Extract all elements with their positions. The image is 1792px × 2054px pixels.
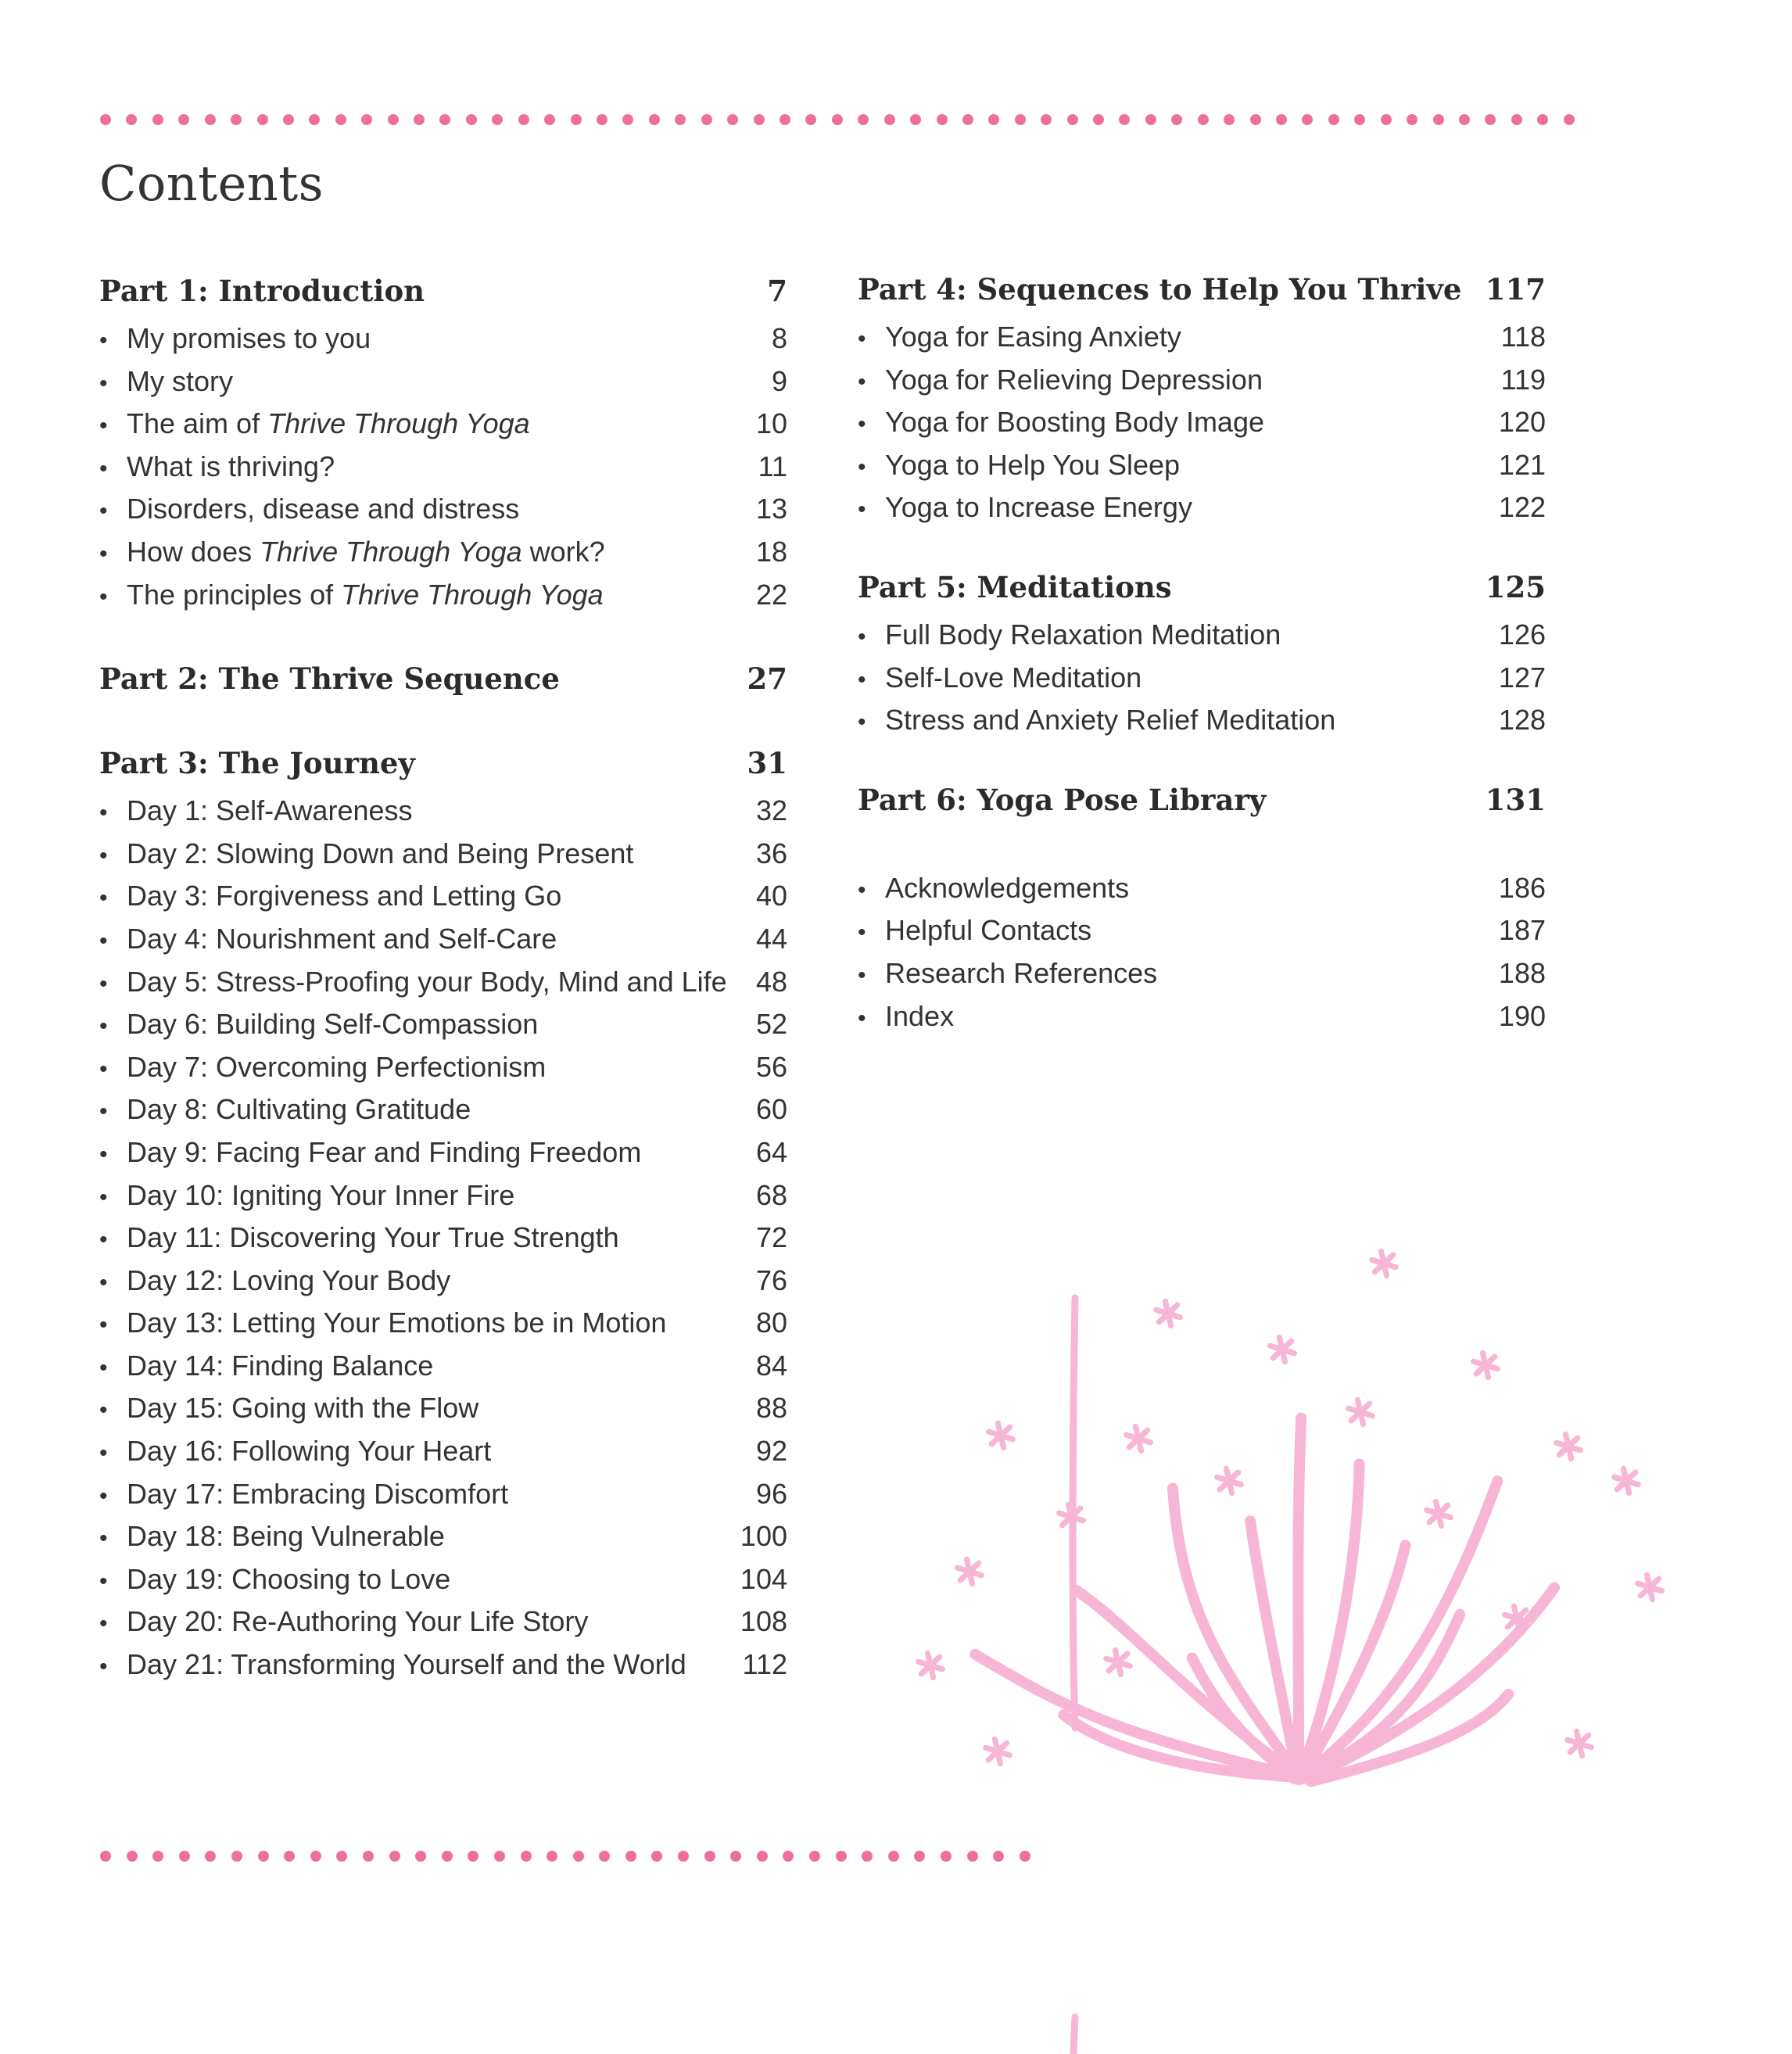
entry-label: Day 18: Being Vulnerable	[127, 1520, 445, 1553]
entry-label: Research References	[885, 956, 1158, 989]
part-page-number: 117	[1485, 272, 1546, 306]
bullet-icon: •	[99, 1568, 108, 1594]
entry-page-number: 48	[755, 965, 787, 998]
entry-label: Day 20: Re-Authoring Your Life Story	[127, 1605, 589, 1638]
toc-entry[interactable]	[99, 450, 787, 493]
entry-label: The principles of Thrive Through Yoga	[127, 578, 604, 611]
entry-label: Day 9: Facing Fear and Finding Freedom	[127, 1135, 642, 1168]
bullet-icon: •	[99, 540, 108, 567]
entry-label: Stress and Anxiety Relief Meditation	[885, 704, 1336, 737]
entry-page-number: 18	[755, 535, 787, 568]
toc-part-5[interactable]	[858, 570, 1546, 614]
entry-page-number: 13	[755, 493, 787, 525]
bullet-icon: •	[99, 885, 108, 912]
entry-label: Day 8: Cultivating Gratitude	[127, 1093, 471, 1126]
part-4-entries	[858, 321, 1546, 534]
bullet-icon: •	[858, 623, 866, 650]
bullet-icon: •	[99, 1397, 108, 1424]
entry-label: Day 6: Building Self-Compassion	[127, 1008, 539, 1041]
entry-page-number: 56	[755, 1050, 787, 1083]
entry-page-number: 122	[1498, 491, 1546, 524]
toc-part-4[interactable]	[858, 272, 1546, 316]
entry-label: The aim of Thrive Through Yoga	[127, 407, 530, 440]
entry-page-number: 9	[771, 364, 787, 397]
entry-page-number: 119	[1500, 363, 1546, 396]
toc-entry[interactable]	[99, 1435, 787, 1478]
bullet-icon: •	[99, 1654, 108, 1680]
toc-entry[interactable]	[99, 1008, 787, 1051]
entry-label: Yoga for Relieving Depression	[885, 363, 1263, 396]
toc-entry[interactable]	[99, 1264, 787, 1307]
toc-entry[interactable]	[858, 914, 1546, 957]
toc-right-column	[858, 272, 1546, 1042]
entry-page-number: 121	[1498, 448, 1546, 481]
part-page-number: 27	[747, 661, 787, 697]
entry-label: Day 15: Going with the Flow	[127, 1392, 479, 1425]
entry-page-number: 128	[1498, 704, 1546, 737]
entry-page-number: 112	[742, 1648, 787, 1681]
part-3-entries	[99, 794, 787, 1690]
entry-page-number: 126	[1498, 618, 1546, 651]
toc-entry[interactable]	[99, 1051, 787, 1094]
bullet-icon: •	[99, 1269, 108, 1296]
toc-entry[interactable]	[99, 1520, 787, 1563]
entry-label: Self-Love Meditation	[885, 661, 1142, 694]
bullet-icon: •	[858, 919, 866, 946]
bullet-icon: •	[99, 1013, 108, 1040]
part-1-entries	[99, 322, 787, 621]
toc-entry[interactable]	[99, 322, 787, 365]
part-page-number: 131	[1485, 782, 1546, 817]
entry-label: Disorders, disease and distress	[127, 493, 520, 525]
part-title: Part 3: The Journey	[99, 746, 415, 781]
entry-page-number: 187	[1498, 914, 1546, 947]
bullet-icon: •	[858, 962, 866, 988]
bullet-icon: •	[99, 800, 108, 826]
entry-label: Day 5: Stress-Proofing your Body, Mind and Life	[127, 965, 727, 998]
toc-entry[interactable]	[99, 1350, 787, 1393]
entry-label: Full Body Relaxation Meditation	[885, 618, 1281, 651]
part-page-number: 7	[767, 274, 787, 308]
entry-page-number: 72	[755, 1221, 787, 1254]
bullet-icon: •	[99, 413, 108, 439]
toc-entry[interactable]	[858, 406, 1546, 449]
bullet-icon: •	[99, 842, 108, 869]
entry-page-number: 84	[755, 1349, 787, 1382]
entry-page-number: 104	[740, 1562, 787, 1595]
toc-entry[interactable]	[858, 618, 1546, 661]
entry-label: Index	[885, 999, 955, 1032]
entry-page-number: 190	[1498, 999, 1546, 1032]
bullet-icon: •	[99, 1611, 108, 1637]
entry-label: Day 7: Overcoming Perfectionism	[127, 1050, 547, 1083]
part-title: Part 1: Introduction	[99, 274, 425, 308]
back-matter-entries	[858, 872, 1546, 1042]
entry-page-number: 36	[755, 837, 787, 869]
toc-entry[interactable]	[858, 364, 1546, 407]
bullet-icon: •	[99, 1354, 108, 1381]
toc-entry[interactable]	[858, 661, 1546, 704]
part-page-number: 31	[747, 746, 787, 781]
entry-page-number: 120	[1498, 406, 1546, 439]
bullet-icon: •	[99, 370, 108, 396]
bullet-icon: •	[99, 1056, 108, 1082]
toc-entry[interactable]	[99, 966, 787, 1009]
entry-label: Yoga to Increase Energy	[885, 491, 1192, 524]
entry-page-number: 60	[755, 1093, 787, 1126]
toc-entry[interactable]	[858, 1000, 1546, 1043]
entry-page-number: 118	[1500, 321, 1546, 353]
bullet-icon: •	[99, 1440, 108, 1467]
entry-page-number: 64	[755, 1135, 787, 1168]
entry-label: Day 19: Choosing to Love	[127, 1562, 451, 1595]
toc-entry[interactable]	[99, 1478, 787, 1521]
bullet-icon: •	[99, 1141, 108, 1167]
bullet-icon: •	[99, 970, 108, 997]
entry-label: Yoga for Boosting Body Image	[885, 406, 1264, 439]
bullet-icon: •	[858, 496, 866, 523]
entry-label: Day 17: Embracing Discomfort	[127, 1477, 509, 1510]
toc-entry[interactable]	[99, 365, 787, 408]
bullet-icon: •	[99, 1099, 108, 1125]
toc-entry[interactable]	[99, 1136, 787, 1179]
entry-label: My promises to you	[127, 322, 371, 354]
entry-label: How does Thrive Through Yoga work?	[127, 535, 605, 568]
entry-label: Day 11: Discovering Your True Strength	[127, 1221, 619, 1254]
toc-entry[interactable]	[99, 1563, 787, 1606]
bullet-icon: •	[858, 709, 866, 736]
toc-entry[interactable]	[99, 837, 787, 880]
entry-label: Day 13: Letting Your Emotions be in Motion	[127, 1307, 667, 1339]
bullet-icon: •	[99, 1184, 108, 1210]
toc-left-column	[99, 274, 787, 1691]
entry-label: Day 4: Nourishment and Self-Care	[127, 922, 557, 955]
toc-entry[interactable]	[858, 449, 1546, 492]
toc-entry[interactable]	[858, 321, 1546, 364]
entry-page-number: 186	[1498, 871, 1546, 904]
entry-label: Day 2: Slowing Down and Being Present	[127, 837, 634, 869]
bullet-icon: •	[99, 455, 108, 482]
bullet-icon: •	[99, 1312, 108, 1339]
entry-label: What is thriving?	[127, 450, 335, 482]
toc-entry[interactable]	[99, 880, 787, 923]
toc-entry[interactable]	[99, 1392, 787, 1435]
toc-entry[interactable]	[99, 923, 787, 966]
toc-entry[interactable]	[99, 1307, 787, 1350]
entry-page-number: 40	[755, 880, 787, 912]
entry-label: Helpful Contacts	[885, 914, 1092, 947]
toc-entry[interactable]	[99, 493, 787, 536]
bullet-icon: •	[99, 1227, 108, 1253]
toc-entry[interactable]	[99, 1648, 787, 1691]
entry-label: My story	[127, 364, 234, 397]
entry-page-number: 44	[755, 922, 787, 955]
entry-page-number: 96	[755, 1477, 787, 1510]
toc-entry[interactable]	[99, 1605, 787, 1648]
entry-label: Day 12: Loving Your Body	[127, 1264, 451, 1296]
entry-page-number: 10	[755, 407, 787, 440]
entry-page-number: 52	[755, 1008, 787, 1041]
entry-page-number: 80	[755, 1307, 787, 1339]
entry-label: Day 3: Forgiveness and Letting Go	[127, 880, 562, 912]
toc-part-6[interactable]	[858, 783, 1546, 826]
entry-page-number: 22	[755, 578, 787, 611]
toc-entry[interactable]	[858, 957, 1546, 1000]
bullet-icon: •	[858, 368, 866, 395]
entry-label: Day 21: Transforming Yourself and the World	[127, 1648, 686, 1681]
bullet-icon: •	[858, 666, 866, 693]
bullet-icon: •	[858, 453, 866, 480]
entry-page-number: 88	[755, 1392, 787, 1425]
page-title: Contents	[99, 155, 324, 212]
entry-page-number: 8	[771, 322, 787, 354]
entry-page-number: 92	[755, 1435, 787, 1468]
bullet-icon: •	[99, 927, 108, 954]
part-title: Part 4: Sequences to Help You Thrive	[858, 272, 1462, 306]
entry-label: Acknowledgements	[885, 871, 1130, 904]
toc-entry[interactable]	[99, 1221, 787, 1264]
toc-entry[interactable]	[99, 1179, 787, 1222]
entry-page-number: 11	[758, 450, 787, 482]
entry-label: Day 14: Finding Balance	[127, 1349, 434, 1382]
entry-label: Yoga to Help You Sleep	[885, 448, 1181, 481]
bullet-icon: •	[99, 498, 108, 525]
entry-label: Yoga for Easing Anxiety	[885, 321, 1181, 353]
bullet-icon: •	[99, 1482, 108, 1509]
toc-part-1[interactable]	[99, 274, 787, 317]
entry-page-number: 100	[740, 1520, 787, 1553]
toc-entry[interactable]	[858, 704, 1546, 747]
toc-entry[interactable]	[99, 536, 787, 579]
bullet-icon: •	[99, 1525, 108, 1552]
toc-part-3[interactable]	[99, 746, 787, 790]
bullet-icon: •	[858, 876, 866, 903]
part-title: Part 6: Yoga Pose Library	[858, 782, 1267, 817]
toc-entry[interactable]	[858, 491, 1546, 534]
toc-entry[interactable]	[99, 579, 787, 622]
entry-label: Day 10: Igniting Your Inner Fire	[127, 1178, 515, 1211]
part-5-entries	[858, 618, 1546, 747]
bullet-icon: •	[858, 1005, 866, 1031]
toc-entry[interactable]	[99, 794, 787, 837]
part-title: Part 5: Meditations	[858, 569, 1172, 604]
entry-label: Day 16: Following Your Heart	[127, 1435, 492, 1468]
entry-page-number: 68	[755, 1178, 787, 1211]
entry-page-number: 188	[1498, 956, 1546, 989]
toc-entry[interactable]	[99, 407, 787, 450]
top-dotted-divider-icon	[100, 112, 1575, 127]
bullet-icon: •	[858, 326, 866, 352]
entry-page-number: 76	[755, 1264, 787, 1296]
entry-page-number: 127	[1498, 661, 1546, 694]
toc-entry[interactable]	[858, 872, 1546, 915]
toc-entry[interactable]	[99, 1093, 787, 1136]
bullet-icon: •	[99, 583, 108, 610]
part-page-number: 125	[1485, 569, 1546, 604]
toc-part-2[interactable]	[99, 661, 787, 705]
dandelion-illustration-icon	[860, 1212, 1720, 2054]
entry-page-number: 32	[755, 794, 787, 827]
bullet-icon: •	[858, 411, 866, 438]
entry-page-number: 108	[740, 1605, 787, 1638]
part-title: Part 2: The Thrive Sequence	[99, 661, 560, 697]
bullet-icon: •	[99, 328, 108, 353]
entry-label: Day 1: Self-Awareness	[127, 794, 413, 827]
